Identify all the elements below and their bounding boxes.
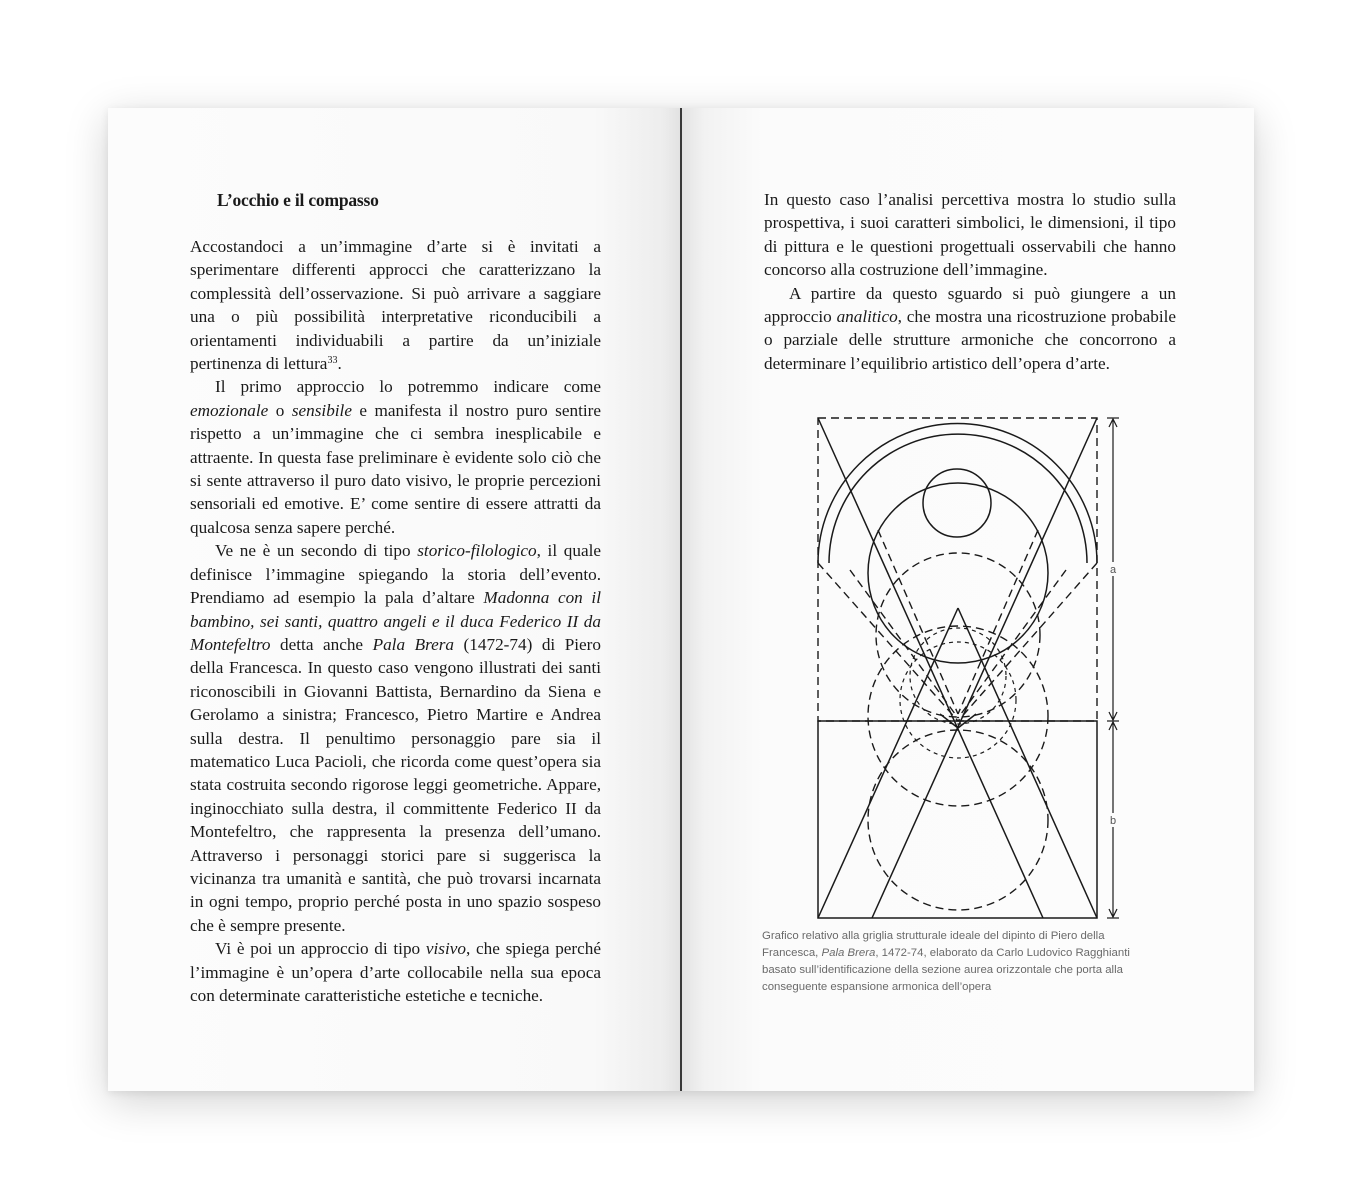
right-page-body [764,188,1176,375]
inner-arc [829,434,1087,563]
dashed-diagonal [958,530,1038,714]
chapter-title: L’occhio e il compasso [217,190,379,210]
dashed-diagonal [958,563,1097,721]
paragraph: Il primo approccio lo potremmo indicare come emozionale o sensibile e manifesta il nostro puro sentire rispetto a un’immagine che ci sembra inesplicabile e attraente. In questa fase preliminare è evidente solo ciò che si sente attraverso il puro dato visivo, le proprie percezioni sensoriali ed emotive. E’ come sentire di essere attratti da qualcosa senza sapere perché. [190,377,602,537]
dashed-diagonal [878,530,958,714]
dashed-circle [868,626,1048,806]
paragraph: In questo caso l’analisi percettiva mostra lo studio sulla prospettiva, i suoi caratteri simbolici, le dimensioni, il tipo di pittura e le questioni progettuali osservabili che hanno concorso alla costruzione dell’immagine. [764,190,1176,280]
dimension-label-a: a [1109,564,1117,576]
dimension-label-b: b [1109,815,1117,827]
left-page-body [190,235,601,1007]
paragraph: A partire da questo sguardo si può giungere a un approccio analitico, che mostra una ricostruzione probabile o parziale delle strutture armoniche che concorrono a determinare l’equilibrio artistico dell’opera d’arte. [764,283,1177,373]
caption-line: Francesca, Pala Brera, 1472-74, elaborato da Carlo Ludovico Ragghianti [762,947,1130,959]
lower-rectangle [818,721,1097,918]
outer-arc [818,424,1097,563]
figure-caption [762,928,1176,996]
caption-line: conseguente espansione armonica dell’opera [762,981,992,993]
central-circle [868,483,1048,663]
small-circle [923,469,991,537]
paragraph: Ve ne è un secondo di tipo storico-filologico, il quale definisce l’immagine spiegando la storia dell’evento. Prendiamo ad esempio la pala d’altare Madonna con il bambino, sei santi, quattro angeli e il duca Federico II da Montefeltro detta anche Pala Brera (1472-74) di Piero della Francesca. In questo caso vengono illustrati dei santi riconoscibili in Giovanni Battista, Bernardino da Siena e Gerolamo a sinistra; Francesco, Pietro Martire e Andrea sulla destra. Il penultimo personaggio pare sia il matematico Luca Pacioli, che ricorda come quest’opera sia stata costruita secondo rigorose leggi geometriche. Appare, inginocchiato sulla destra, il committente Federico II da Montefeltro, che rappresenta la presenza dell’umano. Attraverso i personaggi storici pare si suggerisca la vicinanza tra umanità e santità, che può trovarsi incarnata in ogni tempo, proprio perché posta in uno spazio sospeso che è sempre presente. [190,541,601,935]
diagonal-line [958,608,1097,918]
paragraph: Accostandoci a un’immagine d’arte si è invitati a sperimentare differenti approcci che caratterizzano la complessità dell’osservazione. Si può arrivare a saggiare una o più possibilità interpretative riconducibili a orientamenti individuabili a partire da un’iniziale pertinenza di lettura$^{33}$. [190,237,601,374]
left-page [108,108,680,1091]
dashed-circle [868,730,1048,910]
dashed-diagonal [818,563,958,721]
structural-grid-diagram [700,412,1130,924]
caption-line: basato sull’identificazione della sezione aurea orizzontale che porta alla [762,964,1123,976]
footnote-ref[interactable]: 33 [327,355,338,367]
paragraph: Vi è poi un approccio di tipo visivo, che spiega perché l’immagine è un’opera d’arte collocabile nella sua epoca con determinate caratteristiche estetiche e tecniche. [190,939,601,1005]
caption-line: Grafico relativo alla griglia strutturale ideale del dipinto di Piero della [762,930,1105,942]
dashed-circle [876,553,1040,717]
